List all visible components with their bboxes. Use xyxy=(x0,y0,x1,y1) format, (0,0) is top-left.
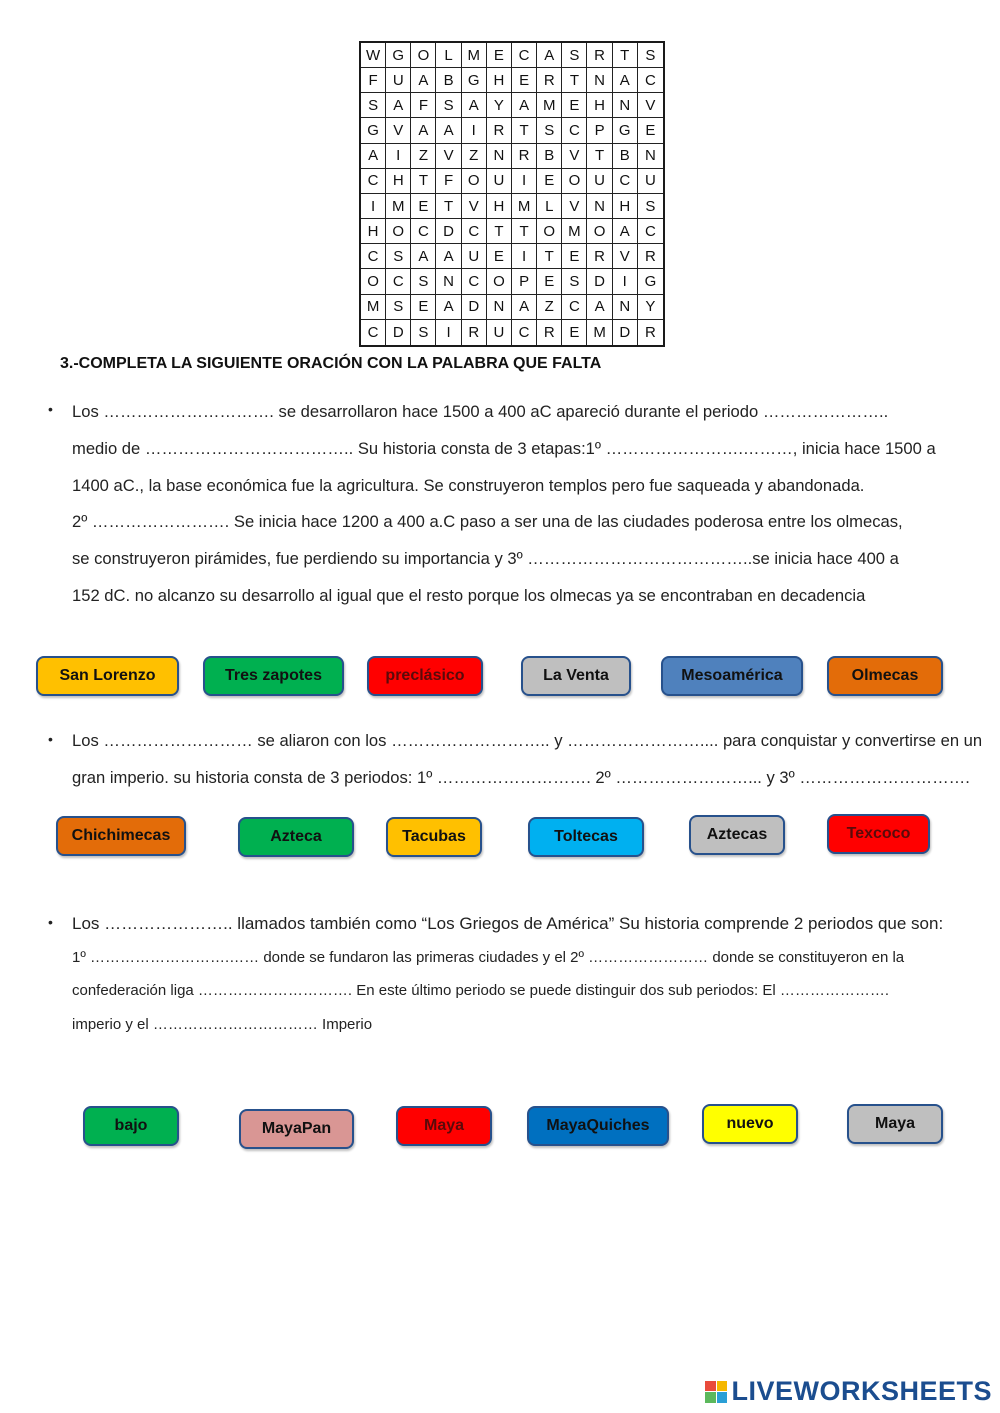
grid-letter: S xyxy=(638,194,663,219)
grid-letter: A xyxy=(537,43,562,68)
grid-letter: U xyxy=(487,320,512,345)
grid-letter: G xyxy=(462,68,487,93)
grid-letter: R xyxy=(537,68,562,93)
grid-letter: C xyxy=(638,68,663,93)
grid-letter: F xyxy=(411,93,436,118)
grid-letter: O xyxy=(562,169,587,194)
grid-letter: S xyxy=(638,43,663,68)
grid-letter: V xyxy=(386,118,411,143)
grid-letter: E xyxy=(562,320,587,345)
grid-letter: O xyxy=(386,219,411,244)
grid-letter: O xyxy=(537,219,562,244)
section-title: 3.-COMPLETA LA SIGUIENTE ORACIÓN CON LA PALABRA QUE FALTA xyxy=(60,355,602,372)
grid-letter: C xyxy=(562,118,587,143)
answer-chip-nuevo[interactable]: nuevo xyxy=(702,1104,798,1144)
grid-letter: V xyxy=(562,194,587,219)
grid-letter: H xyxy=(487,68,512,93)
grid-letter: M xyxy=(587,320,612,345)
grid-letter: C xyxy=(411,219,436,244)
grid-letter: R xyxy=(512,144,537,169)
grid-letter: A xyxy=(613,219,638,244)
grid-letter: A xyxy=(587,295,612,320)
paragraph-aztecas xyxy=(72,723,983,797)
grid-letter: P xyxy=(587,118,612,143)
grid-letter: E xyxy=(411,194,436,219)
grid-letter: Z xyxy=(537,295,562,320)
grid-letter: C xyxy=(512,43,537,68)
grid-letter: O xyxy=(361,269,386,294)
grid-letter: V xyxy=(462,194,487,219)
grid-letter: E xyxy=(487,43,512,68)
grid-letter: A xyxy=(436,244,461,269)
grid-letter: G xyxy=(361,118,386,143)
grid-letter: S xyxy=(562,269,587,294)
grid-letter: O xyxy=(462,169,487,194)
grid-letter: W xyxy=(361,43,386,68)
grid-letter: M xyxy=(512,194,537,219)
grid-letter: T xyxy=(436,194,461,219)
grid-letter: A xyxy=(411,118,436,143)
answer-chip-maya-gray[interactable]: Maya xyxy=(847,1104,943,1144)
grid-letter: Y xyxy=(638,295,663,320)
grid-letter: B xyxy=(537,144,562,169)
answer-chip-maya-red[interactable]: Maya xyxy=(396,1106,492,1146)
grid-letter: S xyxy=(537,118,562,143)
paragraph-olmecas xyxy=(72,394,962,615)
grid-letter: N xyxy=(436,269,461,294)
grid-letter: M xyxy=(462,43,487,68)
paragraph-mayas xyxy=(72,907,962,1042)
answer-chip-chichimecas[interactable]: Chichimecas xyxy=(56,816,186,856)
grid-letter: F xyxy=(436,169,461,194)
paragraph-line: confederación liga …………………………. En este último periodo se puede distinguir dos sub periodos: El …………………. xyxy=(72,982,890,1000)
grid-letter: A xyxy=(436,118,461,143)
answer-chip-texcoco[interactable]: Texcoco xyxy=(827,814,930,854)
grid-letter: A xyxy=(411,68,436,93)
grid-letter: T xyxy=(537,244,562,269)
grid-letter: L xyxy=(436,43,461,68)
grid-letter: U xyxy=(386,68,411,93)
grid-letter: S xyxy=(436,93,461,118)
answer-chip-bajo[interactable]: bajo xyxy=(83,1106,179,1146)
grid-letter: I xyxy=(462,118,487,143)
grid-letter: G xyxy=(638,269,663,294)
grid-letter: E xyxy=(562,93,587,118)
grid-letter: C xyxy=(613,169,638,194)
grid-letter: M xyxy=(537,93,562,118)
grid-letter: B xyxy=(436,68,461,93)
paragraph-line: Los ……………………… se aliaron con los ……………………….. y …………………….... para conquistar y convertirse en un xyxy=(72,731,983,750)
paragraph-line: medio de ……………………………….. Su historia consta de 3 etapas:1º …………………….………, inicia hace 1500 a xyxy=(72,438,936,458)
paragraph-line: se construyeron pirámides, fue perdiendo su importancia y 3º …………………………………..se inicia hace 400 a xyxy=(72,549,899,569)
grid-letter: C xyxy=(361,169,386,194)
grid-letter: E xyxy=(537,169,562,194)
grid-letter: R xyxy=(644,323,656,341)
grid-letter: S xyxy=(411,269,436,294)
paragraph-line: gran imperio. su historia consta de 3 periodos: 1º ………………………. 2º ……………………... y 3º …………………………. xyxy=(72,767,970,787)
logo-mark-icon xyxy=(705,1381,727,1403)
grid-letter: T xyxy=(512,219,537,244)
liveworksheets-logo xyxy=(705,1376,992,1407)
grid-letter: H xyxy=(587,93,612,118)
bullet-3: • xyxy=(48,914,53,930)
grid-letter: T xyxy=(512,118,537,143)
grid-letter: S xyxy=(386,295,411,320)
grid-letter: C xyxy=(462,219,487,244)
grid-letter: N xyxy=(587,68,612,93)
paragraph-line: Los ………………….. llamados también como “Los Griegos de América” Su historia comprende 2 periodos que son: xyxy=(72,914,944,933)
grid-letter: U xyxy=(587,169,612,194)
grid-letter: I xyxy=(361,194,386,219)
answer-chip-olmecas[interactable]: Olmecas xyxy=(827,656,943,696)
grid-letter: F xyxy=(361,68,386,93)
grid-letter: D xyxy=(613,320,638,345)
grid-letter: E xyxy=(638,118,663,143)
grid-letter: E xyxy=(562,244,587,269)
grid-letter: A xyxy=(361,144,386,169)
grid-letter: H xyxy=(613,194,638,219)
grid-letter: H xyxy=(386,169,411,194)
paragraph-line: Los …………………………. se desarrollaron hace 1500 a 400 aC apareció durante el periodo ………………….. xyxy=(72,402,889,421)
grid-letter: C xyxy=(562,295,587,320)
grid-letter: Z xyxy=(462,144,487,169)
grid-letter: I xyxy=(436,320,461,345)
paragraph-line: 1400 aC., la base económica fue la agricultura. Se construyeron templos pero fue saqueada y abandonada. xyxy=(72,475,865,495)
grid-letter: U xyxy=(487,169,512,194)
paragraph-line: 2º ……………………. Se inicia hace 1200 a 400 a.C paso a ser una de las ciudades poderosa entre los olmecas, xyxy=(72,512,903,532)
grid-letter: I xyxy=(512,169,537,194)
answer-chip-aztecas[interactable]: Aztecas xyxy=(689,815,785,855)
grid-letter: V xyxy=(638,93,663,118)
grid-letter: E xyxy=(537,269,562,294)
grid-letter: V xyxy=(562,144,587,169)
answer-chip-mayaquiches[interactable]: MayaQuiches xyxy=(527,1106,669,1146)
grid-letter: V xyxy=(613,244,638,269)
grid-letter: M xyxy=(361,295,386,320)
grid-letter: A xyxy=(411,244,436,269)
grid-letter: V xyxy=(436,144,461,169)
grid-letter: C xyxy=(462,269,487,294)
grid-letter: N xyxy=(638,144,663,169)
grid-letter: A xyxy=(462,93,487,118)
word-search-grid xyxy=(359,41,665,347)
grid-letter: G xyxy=(386,43,411,68)
grid-letter: L xyxy=(537,194,562,219)
grid-letter: D xyxy=(436,219,461,244)
grid-letter: C xyxy=(361,244,386,269)
grid-letter: P xyxy=(512,269,537,294)
bullet-2: • xyxy=(48,731,53,747)
paragraph-line: 1º ……………………….…… donde se fundaron las primeras ciudades y el 2º …………………… donde se constituyeron en la xyxy=(72,948,905,966)
grid-letter: T xyxy=(587,144,612,169)
answer-chip-mesoamerica[interactable]: Mesoamérica xyxy=(661,656,803,696)
grid-letter: T xyxy=(487,219,512,244)
grid-letter: N xyxy=(613,93,638,118)
answer-chip-preclasico[interactable]: preclásico xyxy=(367,656,483,696)
grid-letter: N xyxy=(587,194,612,219)
grid-letter: S xyxy=(386,244,411,269)
grid-letter: C xyxy=(386,269,411,294)
grid-letter: R xyxy=(587,43,612,68)
grid-letter: N xyxy=(487,295,512,320)
grid-letter: D xyxy=(462,295,487,320)
grid-letter: T xyxy=(562,68,587,93)
grid-letter: D xyxy=(386,320,411,345)
grid-letter: R xyxy=(462,320,487,345)
grid-letter: A xyxy=(613,68,638,93)
grid-letter: U xyxy=(462,244,487,269)
grid-letter: O xyxy=(487,269,512,294)
grid-letter: R xyxy=(587,244,612,269)
grid-letter: D xyxy=(587,269,612,294)
grid-letter: R xyxy=(487,118,512,143)
grid-letter: G xyxy=(613,118,638,143)
grid-letter: E xyxy=(487,244,512,269)
grid-letter: H xyxy=(361,219,386,244)
bullet-1: • xyxy=(48,401,53,417)
grid-letter: T xyxy=(411,169,436,194)
grid-letter: M xyxy=(386,194,411,219)
grid-letter: O xyxy=(587,219,612,244)
grid-letter: E xyxy=(411,295,436,320)
grid-letter: R xyxy=(638,244,663,269)
answer-chip-tres-zapotes[interactable]: Tres zapotes xyxy=(203,656,344,696)
answer-chip-san-lorenzo[interactable]: San Lorenzo xyxy=(36,656,179,696)
grid-letter: B xyxy=(613,144,638,169)
grid-letter: S xyxy=(411,320,436,345)
answer-chip-mayapan[interactable]: MayaPan xyxy=(239,1109,354,1149)
grid-letter: A xyxy=(512,93,537,118)
answer-chip-la-venta[interactable]: La Venta xyxy=(521,656,631,696)
paragraph-line: 152 dC. no alcanzo su desarrollo al igual que el resto porque los olmecas ya se encontraban en decadencia xyxy=(72,585,866,605)
grid-letter: H xyxy=(487,194,512,219)
answer-chip-toltecas[interactable]: Toltecas xyxy=(528,817,644,857)
grid-letter: M xyxy=(562,219,587,244)
grid-letter: E xyxy=(512,68,537,93)
grid-letter: Y xyxy=(487,93,512,118)
grid-letter: C xyxy=(361,320,386,345)
grid-letter: I xyxy=(512,244,537,269)
grid-letter: A xyxy=(436,295,461,320)
grid-letter: U xyxy=(638,169,663,194)
answer-chip-azteca[interactable]: Azteca xyxy=(238,817,354,857)
paragraph-line: imperio y el …………………………… Imperio xyxy=(72,1016,373,1034)
grid-letter: O xyxy=(411,43,436,68)
grid-letter: T xyxy=(613,43,638,68)
grid-letter: N xyxy=(487,144,512,169)
logo-text: LIVEWORKSHEETS xyxy=(731,1376,992,1406)
grid-letter: Z xyxy=(411,144,436,169)
grid-letter: I xyxy=(613,269,638,294)
grid-letter: A xyxy=(386,93,411,118)
grid-letter: N xyxy=(613,295,638,320)
grid-letter: A xyxy=(512,295,537,320)
grid-letter: S xyxy=(562,43,587,68)
grid-letter: S xyxy=(361,93,386,118)
grid-letter: C xyxy=(638,219,663,244)
grid-letter: C xyxy=(512,320,537,345)
grid-letter: R xyxy=(537,320,562,345)
answer-chip-tacubas[interactable]: Tacubas xyxy=(386,817,482,857)
grid-letter: I xyxy=(386,144,411,169)
